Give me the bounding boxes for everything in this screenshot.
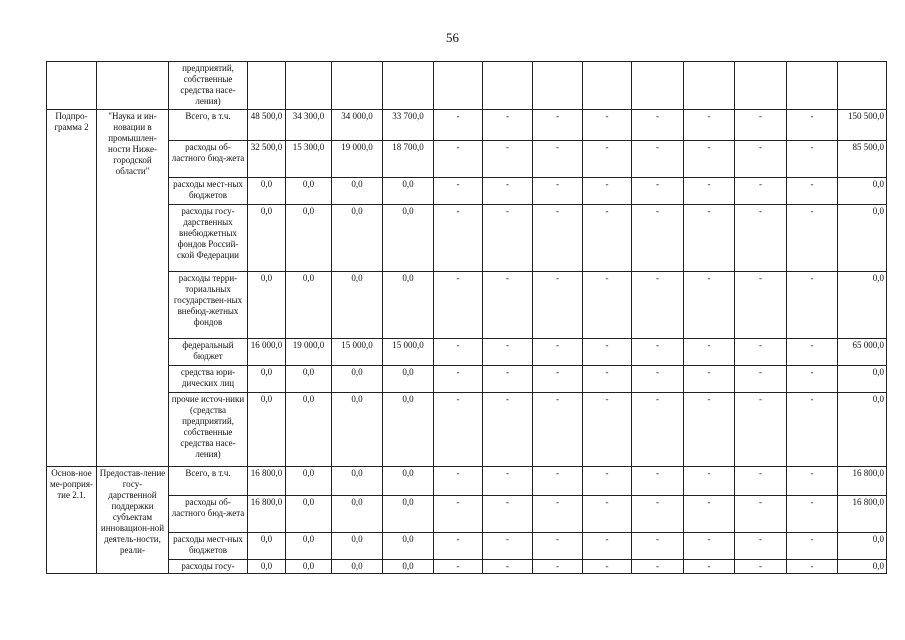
value-cell: - (632, 496, 684, 533)
value-cell: - (684, 496, 735, 533)
value-cell (434, 62, 483, 110)
value-cell: - (735, 141, 787, 178)
value-cell: 0,0 (838, 272, 887, 339)
funding-source-cell: расходы госу- (169, 560, 248, 574)
value-cell: 16 800,0 (248, 467, 286, 496)
value-cell: - (684, 272, 735, 339)
value-cell: - (684, 178, 735, 205)
value-cell: 16 800,0 (838, 496, 887, 533)
value-cell: 0,0 (332, 366, 383, 393)
value-cell: - (434, 393, 483, 467)
value-cell: - (684, 393, 735, 467)
value-cell: - (583, 496, 632, 533)
value-cell: - (483, 366, 533, 393)
value-cell: - (684, 141, 735, 178)
value-cell: - (735, 393, 787, 467)
value-cell: 0,0 (248, 393, 286, 467)
value-cell: - (787, 393, 838, 467)
value-cell: 0,0 (383, 178, 434, 205)
value-cell: 150 500,0 (838, 110, 887, 141)
value-cell: 0,0 (248, 178, 286, 205)
table-row (47, 393, 887, 467)
value-cell (684, 62, 735, 110)
value-cell: 0,0 (248, 560, 286, 574)
value-cell: - (483, 533, 533, 560)
funding-source-cell: расходы мест-ных бюджетов (169, 533, 248, 560)
funding-source-cell: средства юри-дических лиц (169, 366, 248, 393)
value-cell: - (533, 141, 583, 178)
value-cell: 65 000,0 (838, 339, 887, 366)
value-cell: - (483, 110, 533, 141)
value-cell (483, 62, 533, 110)
value-cell: 0,0 (332, 467, 383, 496)
value-cell: - (735, 110, 787, 141)
value-cell: - (434, 141, 483, 178)
value-cell: - (583, 339, 632, 366)
value-cell: - (735, 560, 787, 574)
value-cell: - (787, 339, 838, 366)
value-cell: - (735, 467, 787, 496)
value-cell: 33 700,0 (383, 110, 434, 141)
value-cell: 0,0 (286, 533, 332, 560)
value-cell: - (735, 339, 787, 366)
value-cell (248, 62, 286, 110)
value-cell: - (533, 366, 583, 393)
budget-table (46, 61, 887, 574)
value-cell: - (787, 366, 838, 393)
value-cell: - (583, 141, 632, 178)
value-cell: - (684, 339, 735, 366)
value-cell: 0,0 (286, 178, 332, 205)
value-cell (383, 62, 434, 110)
value-cell (632, 62, 684, 110)
value-cell: - (684, 205, 735, 272)
funding-source-cell: Всего, в т.ч. (169, 110, 248, 141)
value-cell: 0,0 (383, 533, 434, 560)
funding-source-cell: расходы об-ластного бюд-жета (169, 141, 248, 178)
value-cell (838, 62, 887, 110)
value-cell: 0,0 (383, 393, 434, 467)
value-cell (332, 62, 383, 110)
value-cell: 0,0 (248, 205, 286, 272)
value-cell: - (684, 366, 735, 393)
value-cell: 0,0 (248, 272, 286, 339)
program-type-cell: Подпро-грамма 2 (47, 110, 97, 467)
funding-source-cell: расходы мест-ных бюджетов (169, 178, 248, 205)
value-cell: - (483, 496, 533, 533)
table-row (47, 110, 887, 141)
value-cell: - (434, 110, 483, 141)
program-name-cell: "Наука и ин-новации в промышлен-ности Ниже-городской области" (97, 110, 169, 467)
value-cell: - (787, 110, 838, 141)
value-cell: - (483, 393, 533, 467)
value-cell: - (632, 178, 684, 205)
funding-source-cell: расходы терри-ториальных государствен-ных внебюд-жетных фондов (169, 272, 248, 339)
value-cell: 15 000,0 (332, 339, 383, 366)
value-cell: - (583, 560, 632, 574)
value-cell: 0,0 (383, 560, 434, 574)
value-cell: - (787, 467, 838, 496)
value-cell: - (632, 272, 684, 339)
value-cell: - (483, 178, 533, 205)
value-cell: - (632, 467, 684, 496)
value-cell: - (787, 560, 838, 574)
funding-source-cell: Всего, в т.ч. (169, 467, 248, 496)
value-cell: 0,0 (248, 533, 286, 560)
value-cell (735, 62, 787, 110)
value-cell: - (533, 205, 583, 272)
value-cell: - (583, 467, 632, 496)
value-cell: - (583, 393, 632, 467)
value-cell: - (632, 560, 684, 574)
value-cell: 0,0 (286, 366, 332, 393)
value-cell: - (533, 272, 583, 339)
value-cell: - (583, 178, 632, 205)
value-cell: 34 000,0 (332, 110, 383, 141)
value-cell: - (632, 366, 684, 393)
value-cell: - (735, 496, 787, 533)
value-cell: 0,0 (286, 560, 332, 574)
value-cell: 0,0 (838, 205, 887, 272)
value-cell: - (483, 141, 533, 178)
value-cell: 0,0 (383, 272, 434, 339)
program-name-cell: Предостав-ление госу-дарственной поддержки субъектам инновацион-ной деятель-ности, реали- (97, 467, 169, 574)
value-cell: - (533, 178, 583, 205)
value-cell: - (533, 339, 583, 366)
value-cell: 34 300,0 (286, 110, 332, 141)
value-cell: 0,0 (383, 467, 434, 496)
value-cell: - (434, 272, 483, 339)
value-cell: 16 000,0 (248, 339, 286, 366)
value-cell: 0,0 (383, 205, 434, 272)
value-cell: - (533, 110, 583, 141)
value-cell: - (483, 272, 533, 339)
value-cell: 0,0 (248, 366, 286, 393)
value-cell: - (632, 339, 684, 366)
value-cell: - (787, 533, 838, 560)
value-cell: - (632, 110, 684, 141)
value-cell: - (483, 560, 533, 574)
value-cell: - (735, 533, 787, 560)
value-cell: - (434, 339, 483, 366)
value-cell (533, 62, 583, 110)
value-cell: - (684, 533, 735, 560)
value-cell: - (583, 205, 632, 272)
table-row (47, 560, 887, 574)
table-row (47, 178, 887, 205)
value-cell: 0,0 (286, 467, 332, 496)
table-row (47, 496, 887, 533)
value-cell: - (632, 533, 684, 560)
value-cell: 48 500,0 (248, 110, 286, 141)
value-cell: - (434, 533, 483, 560)
value-cell: - (583, 272, 632, 339)
value-cell: - (533, 467, 583, 496)
value-cell: 15 000,0 (383, 339, 434, 366)
value-cell: 16 800,0 (248, 496, 286, 533)
empty-cell (97, 62, 169, 110)
value-cell: - (434, 560, 483, 574)
value-cell: - (483, 205, 533, 272)
value-cell: 19 000,0 (332, 141, 383, 178)
value-cell: - (434, 467, 483, 496)
value-cell: - (533, 533, 583, 560)
value-cell: 85 500,0 (838, 141, 887, 178)
value-cell: 0,0 (286, 272, 332, 339)
table-row (47, 62, 887, 110)
value-cell: - (684, 560, 735, 574)
value-cell: 0,0 (332, 560, 383, 574)
value-cell: 0,0 (838, 560, 887, 574)
value-cell: 19 000,0 (286, 339, 332, 366)
page-number: 56 (446, 30, 459, 45)
value-cell: - (735, 272, 787, 339)
table-row (47, 141, 887, 178)
value-cell: - (735, 178, 787, 205)
funding-source-cell: расходы об-ластного бюд-жета (169, 496, 248, 533)
program-type-cell: Основ-ное ме-роприя-тие 2.1. (47, 467, 97, 574)
value-cell: - (434, 205, 483, 272)
value-cell: 15 300,0 (286, 141, 332, 178)
value-cell: 0,0 (286, 496, 332, 533)
value-cell: - (583, 533, 632, 560)
value-cell: - (583, 110, 632, 141)
empty-cell (47, 62, 97, 110)
value-cell: 0,0 (332, 496, 383, 533)
value-cell: - (533, 393, 583, 467)
value-cell: 0,0 (838, 533, 887, 560)
value-cell: - (533, 560, 583, 574)
value-cell: 0,0 (286, 393, 332, 467)
value-cell: 0,0 (838, 393, 887, 467)
value-cell: 18 700,0 (383, 141, 434, 178)
table-row (47, 467, 887, 496)
value-cell: 0,0 (838, 366, 887, 393)
table-row (47, 339, 887, 366)
table-row (47, 366, 887, 393)
value-cell: - (632, 141, 684, 178)
value-cell: - (684, 467, 735, 496)
value-cell: - (735, 366, 787, 393)
value-cell: 0,0 (286, 205, 332, 272)
value-cell: - (434, 496, 483, 533)
value-cell: - (632, 393, 684, 467)
value-cell: - (684, 110, 735, 141)
value-cell: 0,0 (332, 393, 383, 467)
value-cell (583, 62, 632, 110)
table-row (47, 205, 887, 272)
value-cell: 0,0 (383, 496, 434, 533)
funding-source-cell: расходы госу-дарственных внебюджетных фондов Россий-ской Федерации (169, 205, 248, 272)
funding-source-cell: прочие источ-ники (средства предприятий, собственные средства насе-ления) (169, 393, 248, 467)
value-cell: - (533, 496, 583, 533)
value-cell: - (787, 272, 838, 339)
value-cell: - (787, 205, 838, 272)
value-cell: 32 500,0 (248, 141, 286, 178)
value-cell: 0,0 (383, 366, 434, 393)
value-cell: - (735, 205, 787, 272)
table-row (47, 272, 887, 339)
value-cell: - (787, 496, 838, 533)
value-cell: 0,0 (332, 205, 383, 272)
value-cell: 0,0 (332, 533, 383, 560)
value-cell: - (483, 467, 533, 496)
value-cell: - (787, 141, 838, 178)
value-cell: 16 800,0 (838, 467, 887, 496)
table-row (47, 533, 887, 560)
value-cell: - (583, 366, 632, 393)
funding-source-cell: предприятий, собственные средства насе-ления) (169, 62, 248, 110)
value-cell (286, 62, 332, 110)
value-cell: - (483, 339, 533, 366)
value-cell: 0,0 (332, 178, 383, 205)
value-cell: - (434, 366, 483, 393)
value-cell: 0,0 (332, 272, 383, 339)
value-cell: - (787, 178, 838, 205)
value-cell: 0,0 (838, 178, 887, 205)
value-cell (787, 62, 838, 110)
value-cell: - (434, 178, 483, 205)
funding-source-cell: федеральный бюджет (169, 339, 248, 366)
budget-table-body (47, 62, 887, 574)
value-cell: - (632, 205, 684, 272)
